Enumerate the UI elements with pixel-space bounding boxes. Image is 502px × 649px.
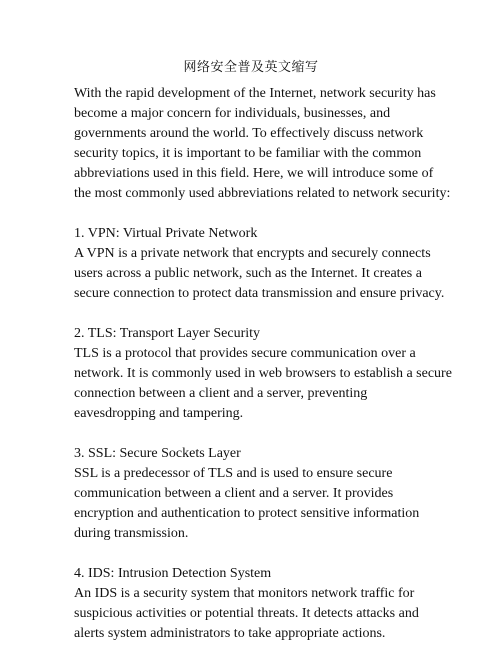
section-vpn (74, 224, 445, 304)
paragraph-gap (74, 424, 434, 444)
paragraph-gap (74, 304, 434, 324)
section-heading: 4. IDS: Intrusion Detection System (74, 566, 272, 581)
section-line: A VPN is a private network that encrypts and securely connects (74, 246, 431, 261)
section-line: communication between a client and a server. It provides (74, 486, 394, 501)
section-ssl (74, 444, 434, 544)
section-line: alerts system administrators to take appropriate actions. (74, 626, 386, 641)
section-line: An IDS is a security system that monitors network traffic for (74, 586, 415, 601)
section-tls (74, 324, 452, 424)
section-line: encryption and authentication to protect sensitive information (74, 506, 420, 521)
section-line: SSL is a predecessor of TLS and is used to ensure secure (74, 466, 393, 481)
section-ids (74, 564, 434, 644)
section-line: connection between a client and a server, preventing (74, 386, 368, 401)
section-line: eavesdropping and tampering. (74, 406, 244, 421)
page-title: 网络安全普及英文缩写 (183, 60, 319, 75)
section-heading: 3. SSL: Secure Sockets Layer (74, 446, 241, 461)
section-heading: 2. TLS: Transport Layer Security (74, 326, 261, 341)
intro-line: governments around the world. To effectively discuss network (74, 126, 424, 141)
section-line: TLS is a protocol that provides secure communication over a (74, 346, 416, 361)
section-line: secure connection to protect data transmission and ensure privacy. (74, 286, 445, 301)
intro-line: become a major concern for individuals, businesses, and (74, 106, 391, 121)
section-line: network. It is commonly used in web browsers to establish a secure (74, 366, 452, 381)
section-line: during transmission. (74, 526, 189, 541)
section-heading: 1. VPN: Virtual Private Network (74, 226, 258, 241)
intro-line: security topics, it is important to be familiar with the common (74, 146, 422, 161)
section-line: suspicious activities or potential threats. It detects attacks and (74, 606, 419, 621)
intro-line: abbreviations used in this field. Here, we will introduce some of (74, 166, 434, 181)
paragraph-gap (74, 544, 434, 564)
document-body (74, 84, 452, 644)
intro-paragraph (74, 84, 451, 204)
paragraph-gap (74, 204, 434, 224)
intro-line: the most commonly used abbreviations related to network security: (74, 186, 451, 201)
section-line: users across a public network, such as the Internet. It creates a (74, 266, 422, 281)
intro-line: With the rapid development of the Internet, network security has (74, 86, 436, 101)
